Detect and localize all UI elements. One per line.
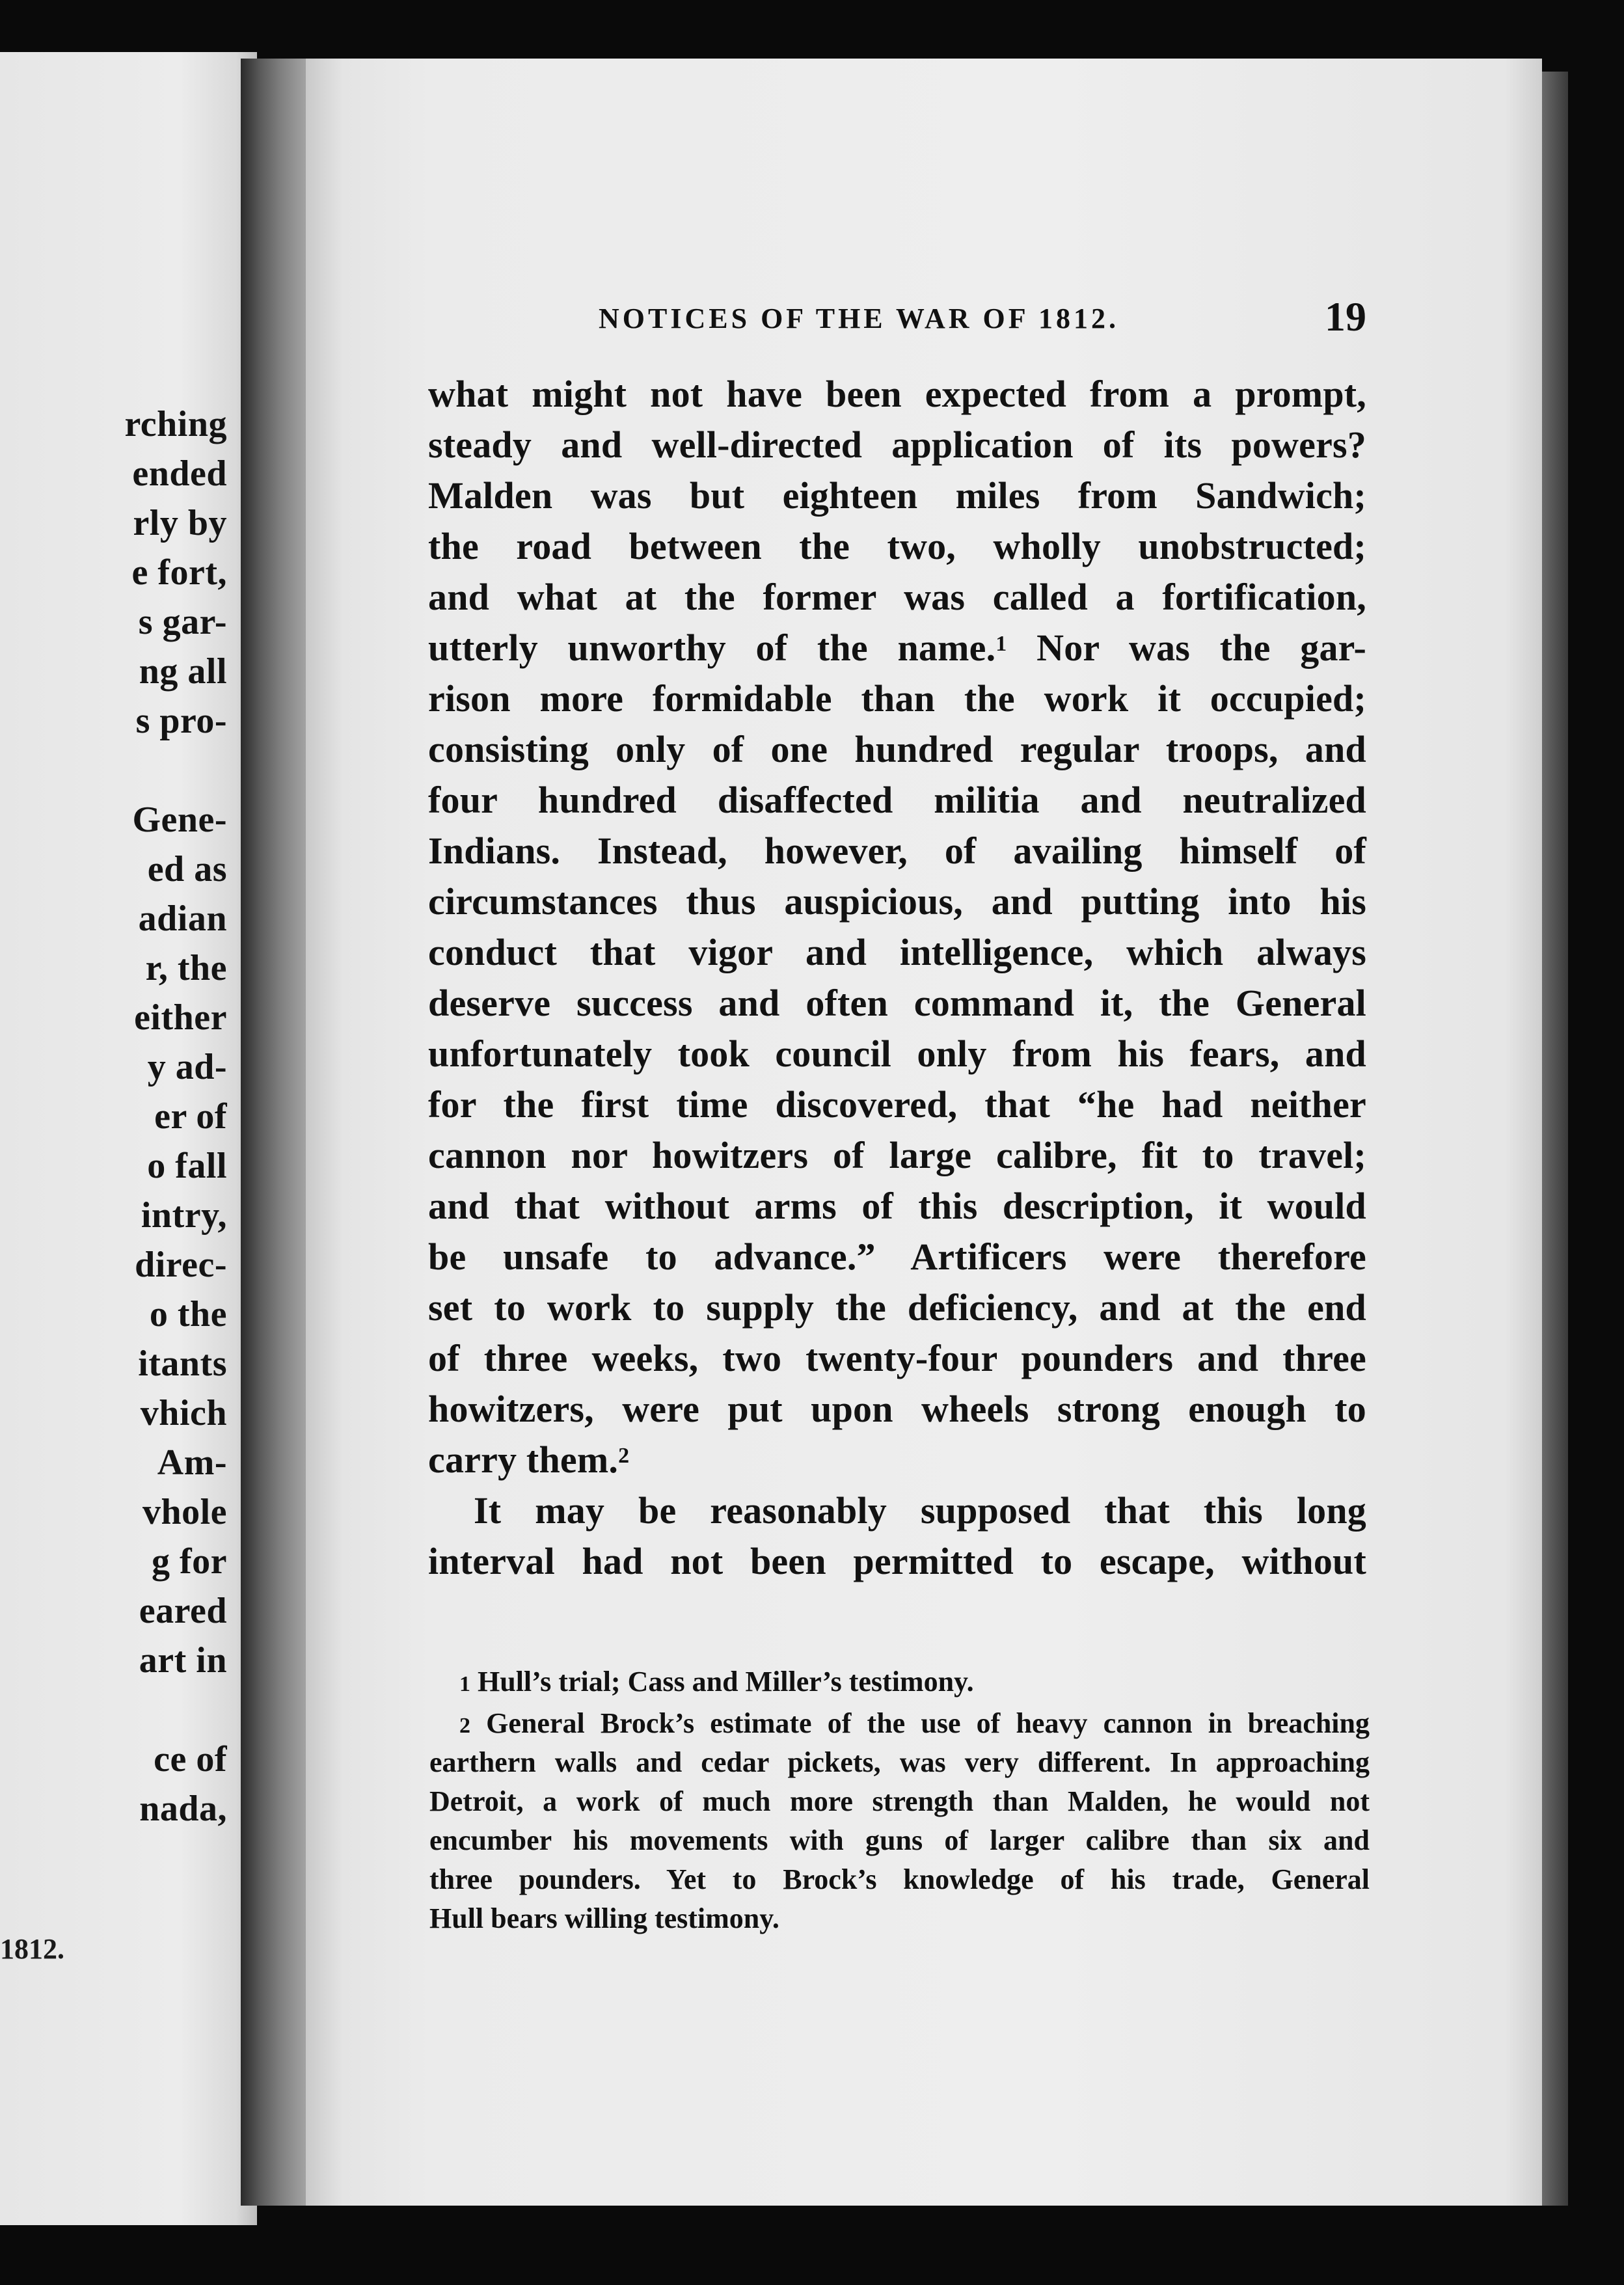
- footnote-text: Hull’s trial; Cass and Miller’s testimony.: [478, 1666, 974, 1697]
- text-line: deserve success and often command it, the General: [428, 982, 1366, 1024]
- footnotes: [429, 1662, 1370, 1938]
- main-text: [428, 369, 1366, 1587]
- footnote-mark: 2: [459, 1714, 470, 1738]
- left-line: o fall: [147, 1146, 227, 1186]
- footnote-line: earthern walls and cedar pickets, was very different. In approaching: [429, 1746, 1370, 1778]
- left-line: r, the: [145, 948, 227, 988]
- text-line: circumstances thus auspicious, and putting into his: [428, 880, 1366, 923]
- text-line: for the first time discovered, that “he had neither: [428, 1083, 1366, 1126]
- text-line: consisting only of one hundred regular troops, and: [428, 728, 1366, 770]
- left-line: rly by: [133, 503, 227, 543]
- text-line: steady and well-directed application of its powers?: [428, 424, 1366, 466]
- text-line: conduct that vigor and intelligence, which always: [428, 931, 1366, 973]
- left-line: either: [134, 997, 227, 1038]
- left-line: ng all: [139, 651, 227, 692]
- left-line: art in: [139, 1640, 227, 1681]
- left-line: s pro-: [135, 701, 227, 741]
- footnote-2: [429, 1704, 1370, 1743]
- left-line: Gene-: [132, 800, 227, 840]
- footnote-line: encumber his movements with guns of larger calibre than six and: [429, 1824, 1370, 1856]
- left-line: rching: [124, 404, 227, 444]
- left-line: ed as: [147, 849, 227, 889]
- text-line: [428, 1435, 1366, 1485]
- text-line: four hundred disaffected militia and neutralized: [428, 779, 1366, 821]
- left-facing-page: [0, 52, 257, 2225]
- text-line: howitzers, were put upon wheels strong enough to: [428, 1388, 1366, 1430]
- footnote-mark: 1: [459, 1672, 470, 1696]
- left-line: adian: [138, 899, 227, 939]
- left-line: s gar-: [138, 602, 227, 642]
- text-line: Indians. Instead, however, of availing himself of: [428, 830, 1366, 872]
- footnote-ref-2: 2: [618, 1444, 630, 1468]
- footnote-line: three pounders. Yet to Brock’s knowledge of his trade, General: [429, 1863, 1370, 1895]
- text-line: rison more formidable than the work it occupied;: [428, 677, 1366, 720]
- left-line: ended: [132, 453, 227, 494]
- left-line: g for: [151, 1541, 227, 1582]
- text-line: and that without arms of this description, it would: [428, 1185, 1366, 1227]
- left-line: eared: [139, 1591, 227, 1631]
- text-line: cannon nor howitzers of large calibre, fit to travel;: [428, 1134, 1366, 1176]
- footnote-line: Hull bears willing testimony.: [429, 1902, 779, 1934]
- left-line: nada,: [139, 1789, 227, 1829]
- text-line: be unsafe to advance.” Artificers were therefore: [428, 1236, 1366, 1278]
- left-line: vhich: [140, 1393, 227, 1433]
- left-line: intry,: [141, 1195, 227, 1236]
- page-edge: [1542, 72, 1568, 2206]
- left-line: Am-: [157, 1442, 227, 1483]
- page-header: [599, 293, 1366, 345]
- footnote-1: [429, 1662, 1370, 1701]
- text-line: It may be reasonably supposed that this long: [474, 1489, 1366, 1532]
- left-line: e fort,: [131, 552, 227, 593]
- text-line-part: carry them.: [428, 1439, 619, 1481]
- footnote-ref-1: 1: [995, 632, 1007, 656]
- text-line-part: Nor was the gar-: [1007, 627, 1366, 669]
- page-number: 19: [1325, 293, 1366, 340]
- text-line-part: utterly unworthy of the name.: [428, 627, 996, 669]
- left-line: ce of: [154, 1739, 227, 1779]
- text-line: interval had not been permitted to escape, without: [428, 1540, 1366, 1582]
- footnote-line: Detroit, a work of much more strength than Malden, he would not: [429, 1785, 1370, 1817]
- text-line: of three weeks, two twenty-four pounders and three: [428, 1337, 1366, 1379]
- text-line: and what at the former was called a fortification,: [428, 576, 1366, 618]
- text-line: [428, 623, 1366, 673]
- text-line: Malden was but eighteen miles from Sandwich;: [428, 474, 1366, 517]
- left-line: y ad-: [147, 1047, 227, 1087]
- left-line: itants: [138, 1344, 227, 1384]
- left-line: vhole: [142, 1492, 227, 1532]
- text-line: unfortunately took council only from his fears, and: [428, 1033, 1366, 1075]
- left-page-footer: 1812.: [0, 1933, 64, 1965]
- text-line: set to work to supply the deficiency, and at the end: [428, 1286, 1366, 1329]
- running-head: NOTICES OF THE WAR OF 1812.: [599, 303, 1120, 334]
- left-line: direc-: [135, 1245, 227, 1285]
- left-line: er of: [154, 1096, 227, 1137]
- text-line: the road between the two, wholly unobstructed;: [428, 525, 1366, 567]
- left-line: o the: [149, 1294, 227, 1334]
- footnote-text: General Brock’s estimate of the use of heavy cannon in breaching: [486, 1707, 1370, 1739]
- text-line: what might not have been expected from a prompt,: [428, 373, 1366, 415]
